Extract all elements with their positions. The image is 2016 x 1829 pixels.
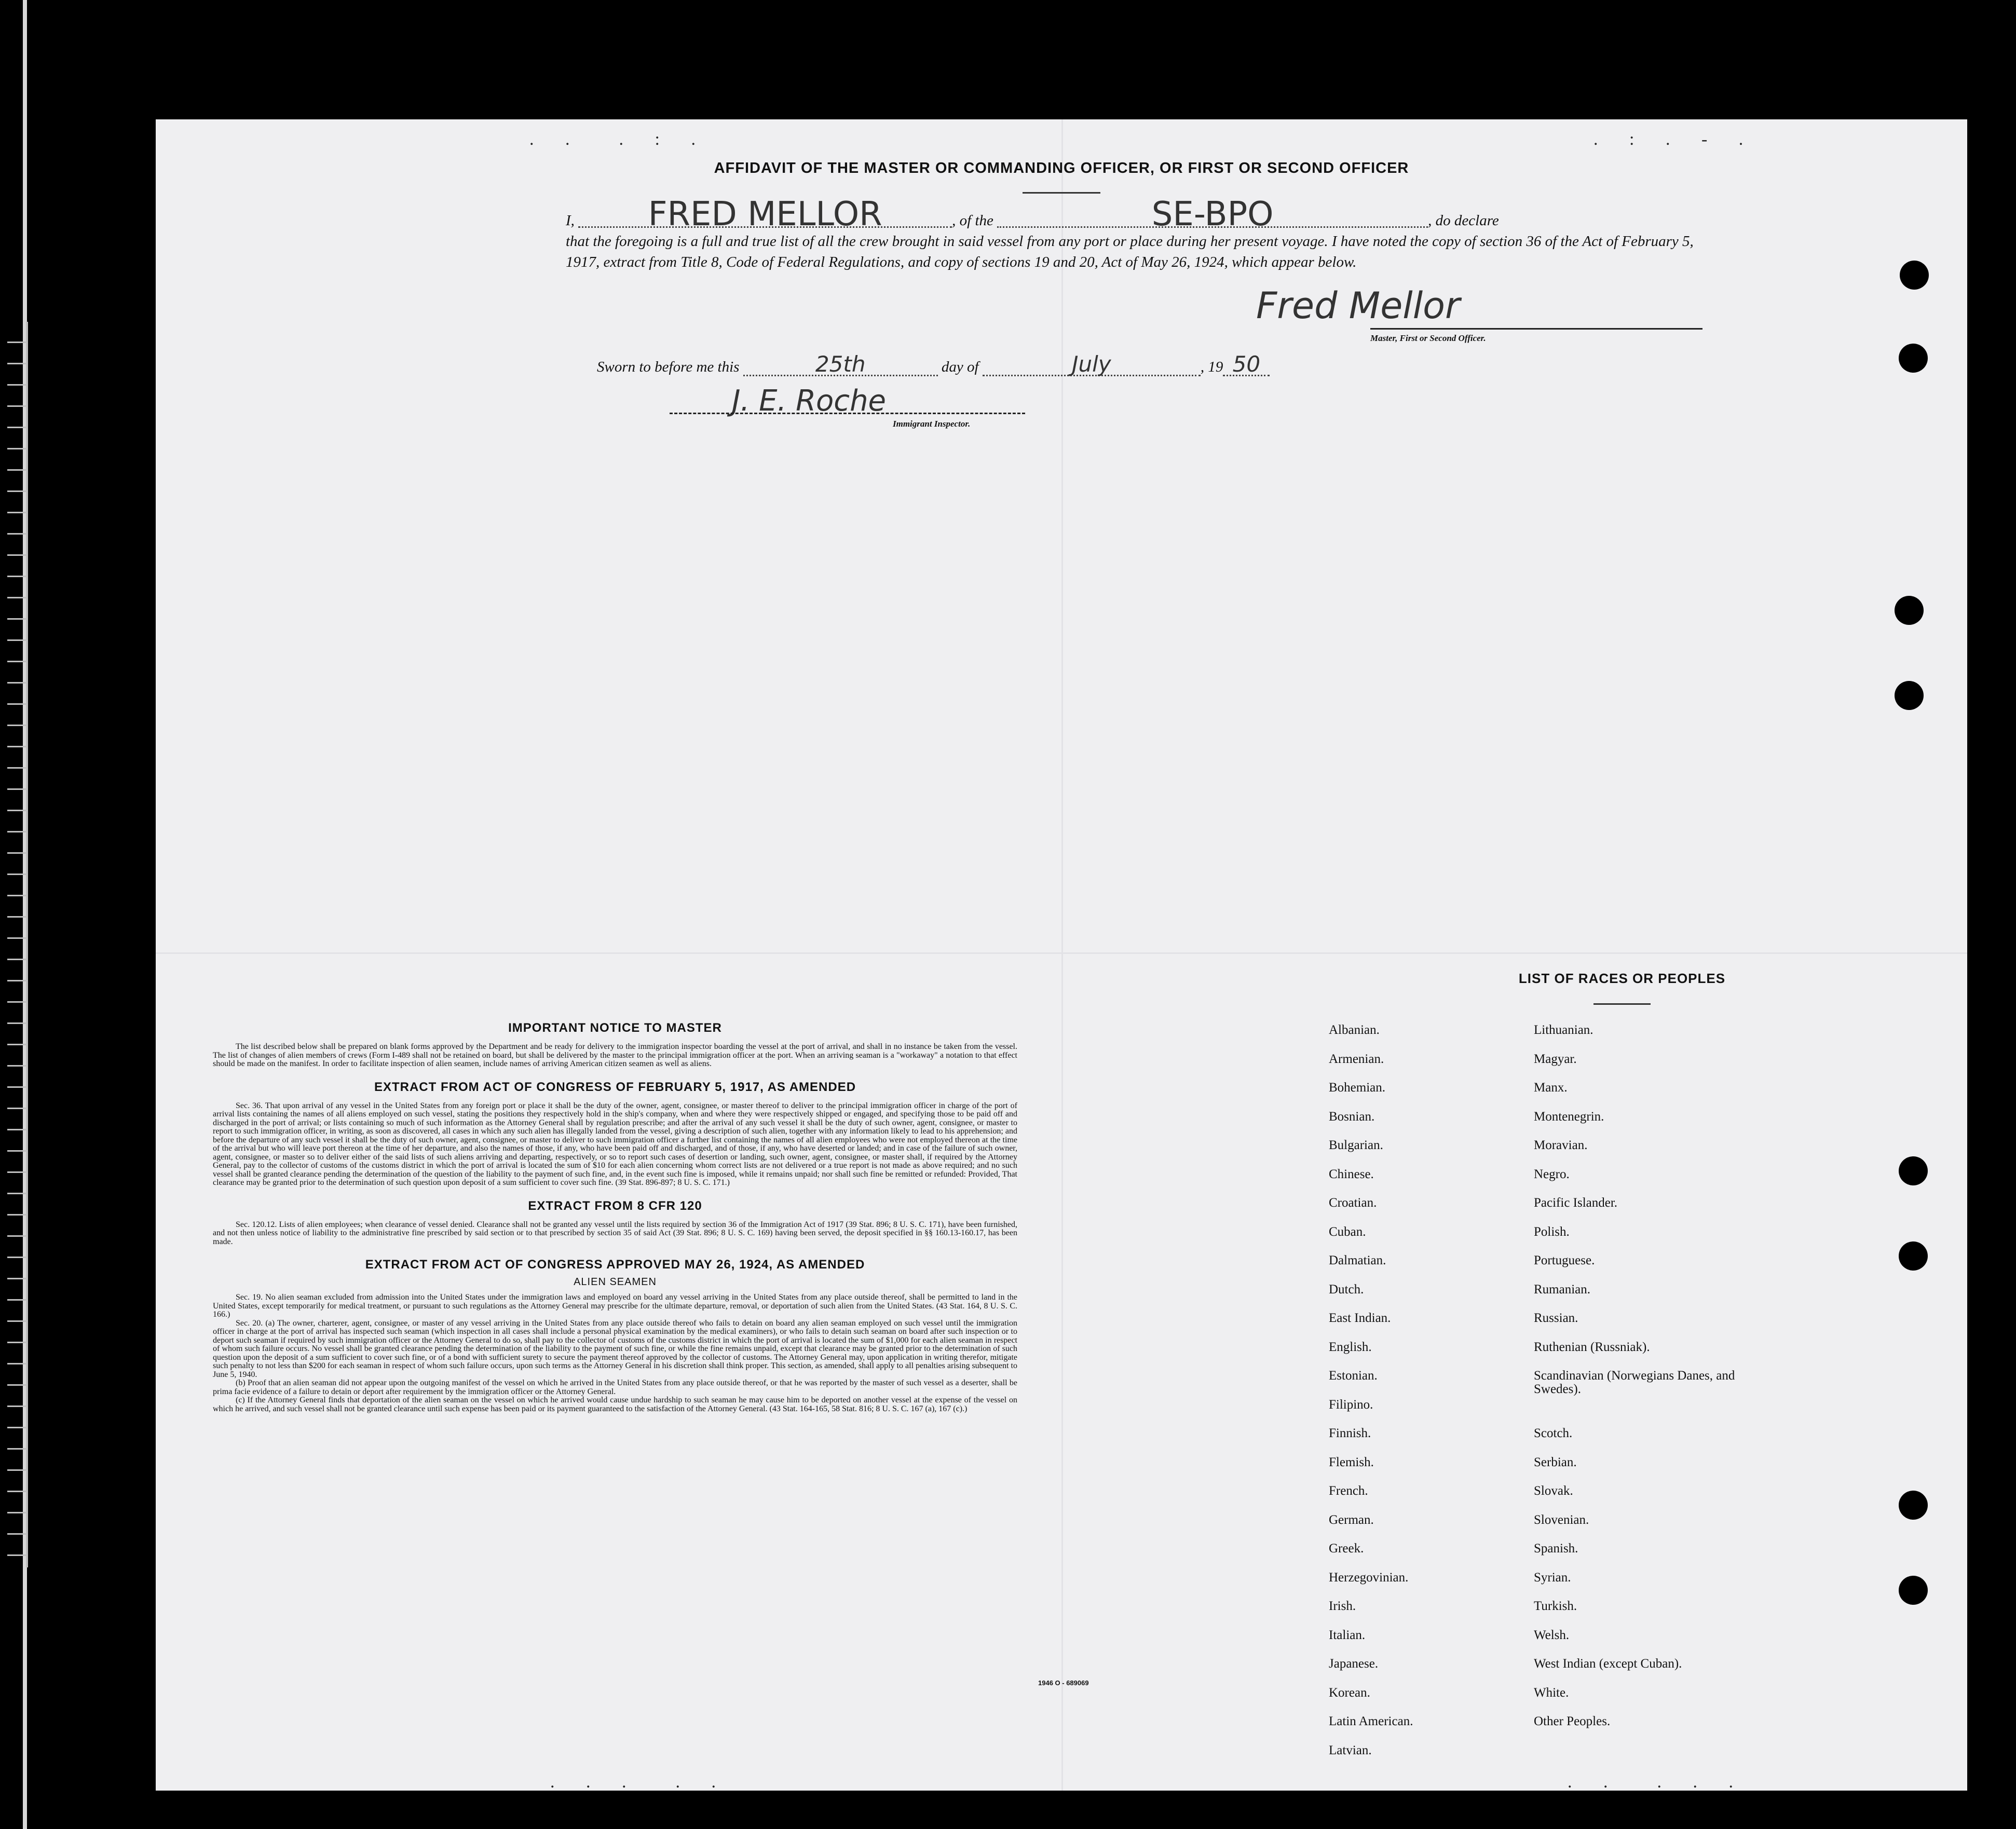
race-item: Syrian. — [1534, 1570, 1571, 1585]
race-item: Armenian. — [1329, 1052, 1384, 1066]
race-item — [1534, 1744, 1752, 1773]
race-item: Bulgarian. — [1329, 1138, 1383, 1152]
extract-1924-sec19: Sec. 19. No alien seaman excluded from admission into the United States under the immigration laws and employed on board any vessel arriving in the United States from any place outside thereof, shall be permitted to land in the United States, except temporarily for medical treatment, or pursuant to such regulations as the Attorney General may prescribe for the ultimate departure, removal, or deportation of such alien from the United States. (43 Stat. 164, 8 U. S. C. 166.) — [213, 1293, 1017, 1319]
race-item: Polish. — [1534, 1224, 1570, 1239]
race-item: Japanese. — [1329, 1657, 1379, 1671]
race-item: Moravian. — [1534, 1138, 1588, 1152]
race-item: English. — [1329, 1340, 1372, 1354]
affidavit-prefix: I, — [566, 212, 575, 229]
inspector-signature-caption: Immigrant Inspector. — [893, 419, 971, 429]
race-item: Montenegrin. — [1534, 1109, 1604, 1124]
binder-hole — [1899, 1156, 1928, 1185]
binder-hole — [1895, 596, 1924, 625]
scan-ruler-line — [26, 322, 28, 1567]
race-item: Dutch. — [1329, 1282, 1364, 1296]
master-signature: Fred Mellor — [1256, 284, 1460, 327]
race-item: Flemish. — [1329, 1455, 1374, 1469]
race-item: Latvian. — [1329, 1743, 1372, 1757]
extract-1924-title: EXTRACT FROM ACT OF CONGRESS APPROVED MAY 26, 1924, AS AMENDED — [365, 1258, 865, 1272]
sworn-year-field: 50 — [1223, 354, 1270, 376]
race-item: Greek. — [1329, 1541, 1364, 1555]
race-item: French. — [1329, 1484, 1368, 1498]
legal-notice-section — [213, 1009, 1017, 1413]
binder-hole — [1899, 1491, 1928, 1520]
races-title-rule — [1593, 1003, 1651, 1005]
race-item: Spanish. — [1534, 1541, 1578, 1555]
extract-1924-sec20b: (b) Proof that an alien seaman did not appear upon the outgoing manifest of the vessel on which he arrived in the United States from any place outside thereof, or that he was reported by the master of such vessel as a deserter, shall be prima facie evidence of a failure to detain or deport after requirement by the immigration officer or the Attorney General. — [213, 1378, 1017, 1396]
binder-hole — [1899, 344, 1928, 373]
race-item: Ruthenian (Russniak). — [1534, 1340, 1650, 1354]
top-punch-marks-right: . : . - . — [1593, 130, 1757, 149]
sworn-prefix: Sworn to before me this — [597, 359, 740, 375]
fold-crease-horizontal — [156, 952, 1967, 954]
sworn-year-prefix: , 19 — [1200, 359, 1223, 375]
sworn-month-field: July — [983, 354, 1201, 376]
race-item: Lithuanian. — [1534, 1023, 1593, 1037]
races-list-left — [1329, 1023, 1516, 1772]
race-item: Latin American. — [1329, 1714, 1413, 1728]
extract-1924-sec20a: Sec. 20. (a) The owner, charterer, agent, consignee, or master of any vessel arriving in the United States from any place outside thereof who fails to detain on board any alien seaman employed on such vessel until the immigration officer in charge at the port of arrival has inspected such seaman (which inspection in all cases shall include a personal physical examination by the medical examiners), or who fails to detain such seaman on board after such inspection or to deport such seaman if required by such immigration officer or the Attorney General to do so, shall pay to the collector of customs of the customs district in which the port of arrival is located the sum of $1,000 for each alien seaman in respect of whom such failure occurs. No vessel shall be granted clearance pending the determination of the liability to the payment of such fine, or while the fine remains unpaid, except that clearance may be granted prior to the determination of such question upon the deposit of a sum sufficient to cover such fine, or of a bond with sufficient surety to secure the payment thereof approved by the collector of customs. The Attorney General may, upon application in writing therefor, mitigate such penalty to not less than $200 for each seaman in respect of whom such failure occurs, upon such terms as the Attorney General in his discretion shall think proper. This section, as amended, shall apply to all penalties arising subsequent to June 5, 1940. — [213, 1318, 1017, 1379]
race-item: Scandinavian (Norwegians Danes, and Swedes). — [1534, 1369, 1735, 1396]
race-item: Slovenian. — [1534, 1512, 1589, 1527]
race-item: Serbian. — [1534, 1455, 1577, 1469]
race-item: German. — [1329, 1512, 1374, 1527]
extract-cfr-text: Sec. 120.12. Lists of alien employees; when clearance of vessel denied. Clearance shall not be granted any vessel until the lists required by section 36 of the Immigration Act of 1917 (39 Stat. 896; 8 U. S. C. 171), have been furnished, and not then unless notice of liability to the administrative fine prescribed by said section or to that prescribed by section 35 of said Act (39 Stat. 896; 8 U. S. C. 169) having been served, the deposit specified in §§ 160.13-160.17, has been made. — [213, 1220, 1017, 1246]
race-item: Cuban. — [1329, 1224, 1366, 1239]
race-item: Russian. — [1534, 1311, 1578, 1325]
race-item: White. — [1534, 1685, 1569, 1700]
races-list-title: LIST OF RACES OR PEOPLES — [1518, 971, 1726, 986]
race-item: Other Peoples. — [1534, 1714, 1611, 1728]
race-item: Dalmatian. — [1329, 1253, 1386, 1267]
races-list-right — [1534, 1023, 1752, 1772]
race-item: Chinese. — [1329, 1167, 1374, 1181]
race-item: Negro. — [1534, 1167, 1570, 1181]
race-item: East Indian. — [1329, 1311, 1391, 1325]
master-name-field: FRED MELLOR — [578, 202, 952, 228]
race-item: Turkish. — [1534, 1599, 1577, 1613]
race-item: West Indian (except Cuban). — [1534, 1657, 1682, 1671]
binder-hole — [1900, 261, 1929, 290]
affidavit-title-rule — [1023, 192, 1100, 194]
inspector-signature-line — [670, 413, 1025, 414]
affidavit-do-declare: , do declare — [1428, 212, 1499, 229]
binder-hole — [1899, 1241, 1928, 1271]
race-item — [1534, 1398, 1752, 1427]
race-item: Slovak. — [1534, 1484, 1573, 1498]
binder-hole — [1899, 1576, 1928, 1605]
affidavit-of-the: , of the — [952, 212, 993, 229]
race-item: Finnish. — [1329, 1426, 1371, 1440]
race-item: Pacific Islander. — [1534, 1196, 1618, 1210]
race-item: Rumanian. — [1534, 1282, 1591, 1296]
race-item: Irish. — [1329, 1599, 1356, 1613]
race-item: Bosnian. — [1329, 1109, 1375, 1124]
race-item: Italian. — [1329, 1628, 1366, 1642]
race-item: Korean. — [1329, 1685, 1370, 1700]
race-item: Portuguese. — [1534, 1253, 1595, 1267]
sworn-day-field: 25th — [743, 354, 938, 376]
master-signature-caption: Master, First or Second Officer. — [1370, 333, 1486, 343]
race-item: Albanian. — [1329, 1023, 1380, 1037]
affidavit-body: that the foregoing is a full and true list of all the crew brought in said vessel from any port or place during her present voyage. I have noted the copy of section 36 of the Act of February 5, 1917, extract from Title 8, Code of Federal Regulations, and copy of sections 19 and 20, Act of May 26, 1924, which appear below. — [566, 233, 1694, 270]
affidavit-title: AFFIDAVIT OF THE MASTER OR COMMANDING OFFICER, OR FIRST OR SECOND OFFICER — [714, 160, 1409, 176]
extract-cfr-title: EXTRACT FROM 8 CFR 120 — [528, 1198, 702, 1213]
affidavit-declaration — [566, 195, 1721, 272]
print-code: 1946 O - 689069 — [1038, 1679, 1089, 1687]
race-item: Scotch. — [1534, 1426, 1573, 1440]
notice-title: IMPORTANT NOTICE TO MASTER — [508, 1021, 722, 1035]
extract-1917-text: Sec. 36. That upon arrival of any vessel in the United States from any foreign port or place it shall be the duty of the owner, agent, consignee, or master thereof to deliver to the principal immigration officer in charge of the port of arrival lists containing the names of all aliens employed on such vessel, stating the positions they respectively hold in the ship's company, when and where they were respectively shipped or engaged, and specifying those to be paid off and discharged in the port of arrival; or lists containing so much of such information as the Attorney General shall by regulation prescribe; and after the arrival of any such vessel it shall be the duty of such owner, agent, consignee, or master to report to such immigration officer, in writing, as soon as discovered, all cases in which any such alien has illegally landed from the vessel, giving a description of such alien, together with any information likely to lead to his apprehension; and before the departure of any such vessel it shall be the duty of such owner, agent, consignee, or master to deliver to such immigration officer a further list containing the names of all alien employees who were not employed thereon at the time of the arrival but who will leave port thereon at the time of her departure, and also the names of those, if any, who have been paid off and discharged, and of those, if any, who have deserted or landed; and in case of the failure of such owner, agent, consignee, or master so to deliver either of the said lists of such aliens arriving and departing, respectively, or so to report such cases of desertion or landing, such owner, agent, consignee, or master shall, if required by the Attorney General, pay to the collector of customs of the customs district in which the port of arrival is located the sum of $10 for each alien concerning whom correct lists are not delivered or a true report is not made as above required; and no such vessel shall be granted clearance pending the determination of the question of the liability to the payment of such fine, and, in the event such fine is imposed, while it remains unpaid; nor shall such fine be remitted or refunded: Provided, That clearance may be granted prior to the determination of such question upon deposit of a sum sufficient to cover such fine. (39 Stat. 896-897; 8 U. S. C. 171.) — [213, 1101, 1017, 1187]
race-item: Estonian. — [1329, 1369, 1378, 1383]
extract-1917-title: EXTRACT FROM ACT OF CONGRESS OF FEBRUARY 5, 1917, AS AMENDED — [374, 1080, 856, 1094]
bottom-punch-marks-right: . . . . . — [1568, 1772, 1747, 1792]
master-signature-line — [1370, 328, 1702, 330]
vessel-name-field: SE-BPO — [997, 202, 1428, 228]
race-item: Herzegovinian. — [1329, 1570, 1409, 1585]
extract-1924-subtitle: ALIEN SEAMEN — [574, 1276, 657, 1288]
race-item: Welsh. — [1534, 1628, 1570, 1642]
race-item: Manx. — [1534, 1081, 1568, 1095]
inspector-signature: J. E. Roche — [732, 384, 887, 418]
race-item: Bohemian. — [1329, 1081, 1386, 1095]
race-item: Filipino. — [1329, 1397, 1373, 1412]
race-item: Croatian. — [1329, 1196, 1377, 1210]
scan-ruler — [7, 322, 26, 1567]
bottom-punch-marks-left: . . . . . — [550, 1772, 729, 1792]
race-item: Magyar. — [1534, 1052, 1577, 1066]
extract-1924-sec20c: (c) If the Attorney General finds that deportation of the alien seaman on the vessel on which he arrived would cause undue hardship to such seaman he may cause him to be deported on another vessel at the expense of the vessel on which he arrived, and such vessel shall not be granted clearance until such expense has been paid or its payment guaranteed to the satisfaction of the Attorney General. (43 Stat. 164-165, 58 Stat. 816; 8 U. S. C. 167 (a), 167 (c).) — [213, 1396, 1017, 1413]
sworn-day-of: day of — [941, 359, 979, 375]
top-punch-marks-left: . . . : . — [529, 130, 709, 149]
binder-hole — [1895, 681, 1924, 710]
notice-text: The list described below shall be prepared on blank forms approved by the Department and be ready for delivery to the immigration inspector boarding the vessel at the port of arrival, and shall in no instance be taken from the vessel. The list of changes of alien members of crews (Form I-489 shall not be retained on board, but shall be delivered by the master to the principal immigration officer at the port. When an arriving seaman is a "workaway" a notation to that effect should be made on the manifest. In order to facilitate inspection of alien seamen, include names of arriving American citizen seamen as well as aliens. — [213, 1042, 1017, 1068]
document-page — [156, 119, 1967, 1791]
sworn-statement — [597, 351, 1479, 377]
